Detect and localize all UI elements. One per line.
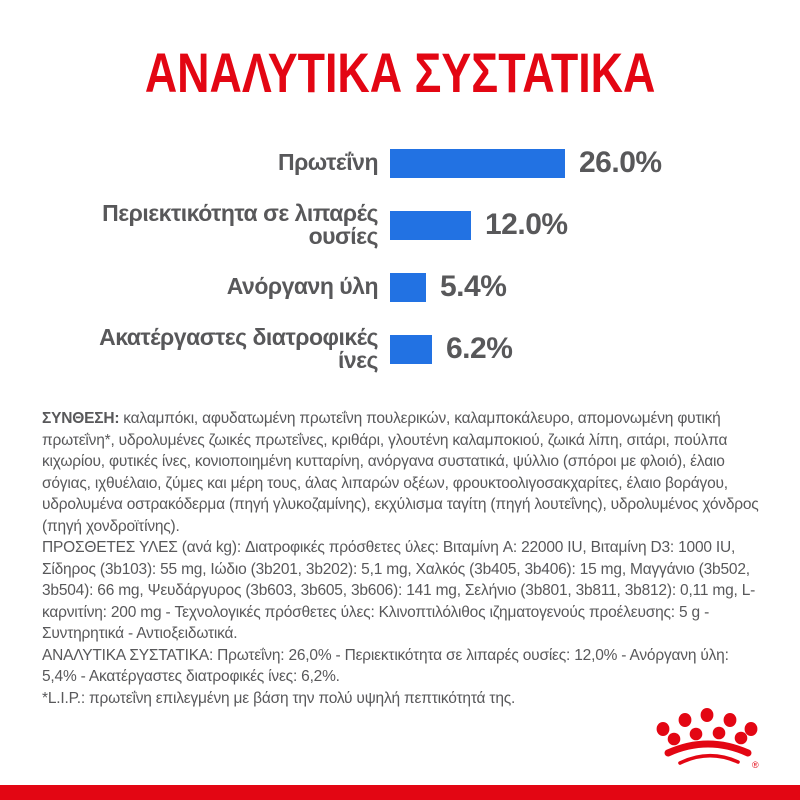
composition-label: ΣΥΝΘΕΣΗ: [42, 410, 120, 427]
chart-value-label: 6.2% [446, 332, 513, 365]
analytical-text: Πρωτεΐνη: 26,0% - Περιεκτικότητα σε λιπαρές ουσίες: 12,0% - Ανόργανη ύλη: 5,4% - Ακατέργαστες διατροφικές ίνες: 6,2%. [42, 646, 729, 685]
chart-row-fat [0, 194, 800, 256]
composition-text: καλαμπόκι, αφυδατωμένη πρωτεΐνη πουλερικών, καλαμποκάλευρο, απομονωμένη φυτική πρωτεΐνη*, υδρολυμένες ζωικές πρωτεΐνες, κριθάρι, γλουτένη καλαμποκιού, ζωικά λίπη, σιτάρι, πούλπα κιχωρίου, φυτικές ίνες, κονιοποιημένη κυτταρίνη, ανόργανα συστατικά, ψύλλιο (σπόροι με φλοιό), έλαιο σόγιας, ιχθυέλαιο, ζύμες και μέρη τους, άλας λιπαρών οξέων, φρουκτοολιγοσακχαρίτες, έλαιο βοράγου, υδρολυμένα οστρακόδερμα (πηγή γλυκοζαμίνης), εκχύλισμα ταγίτη (πηγή λουτεΐνης), υδρολυμένος χόνδρος (πηγή χονδροϊτίνης). [42, 410, 759, 535]
chart-bar [390, 149, 565, 178]
chart-bar [390, 273, 426, 302]
chart-category-label [0, 151, 390, 174]
analytical-label: ΑΝΑΛΥΤΙΚΑ ΣΥΣΤΑΤΙΚΑ: [42, 646, 214, 664]
lip-note-text: *L.I.P.: πρωτεΐνη επιλεγμένη με βάση την πολύ υψηλή πεπτικότητά της. [42, 689, 516, 707]
chart-category-label [0, 275, 390, 298]
chart-row-ash [0, 256, 800, 318]
composition-paragraph [42, 408, 764, 537]
chart-bar [390, 335, 432, 364]
chart-category-label [0, 199, 390, 249]
chart-value-label: 26.0% [579, 146, 662, 179]
ingredients-text-block [42, 408, 764, 709]
chart-value-label: 12.0% [485, 208, 568, 241]
chart-row-protein [0, 132, 800, 194]
chart-bar [390, 211, 471, 240]
additives-text: Διατροφικές πρόσθετες ύλες: Βιταμίνη A: 22000 IU, Βιταμίνη D3: 1000 IU, Σίδηρος (3b103): 55 mg, Ιώδιο (3b201, 3b202): 5,1 mg, Χαλκός (3b405, 3b406): 15 mg, Μαγγάνιο (3b502, 3b504): 66 mg, Ψευδάργυρος (3b603, 3b605, 3b606): 141 mg, Σελήνιο (3b801, 3b811, 3b812): 0,11 mg, L-καρνιτίνη: 200 mg - Τεχνολογικές πρόσθετες ύλες: Κλινοπτιλόλιθος ιζηματογενούς προέλευσης: 5 g - Συντηρητικά - Αντιοξειδωτικά. [42, 539, 756, 642]
chart-value-label: 5.4% [440, 270, 507, 303]
chart-label-line: ουσίες [308, 223, 378, 249]
additives-label: ΠΡΟΣΘΕΤΕΣ ΥΛΕΣ (ανά kg): [42, 539, 241, 556]
chart-category-label [0, 323, 390, 373]
chart-label-line: Ακατέργαστες διατροφικές [99, 323, 378, 350]
page-title-container [0, 40, 800, 105]
chart-row-fibre [0, 318, 800, 380]
chart-label-line: Πρωτεΐνη [277, 149, 378, 176]
analytical-paragraph [42, 645, 764, 688]
page-title: ΑΝΑΛΥΤΙΚΑ ΣΥΣΤΑΤΙΚΑ [144, 41, 656, 104]
chart-label-line: Ανόργανη ύλη [226, 273, 378, 300]
registered-mark: ® [752, 760, 759, 770]
footer-red-bar [0, 785, 800, 800]
nutrition-bar-chart [0, 132, 800, 380]
chart-label-line: ίνες [337, 347, 378, 373]
additives-paragraph [42, 537, 764, 645]
chart-label-line: Περιεκτικότητα σε λιπαρές [102, 199, 378, 226]
royal-canin-crown-icon [648, 696, 770, 776]
